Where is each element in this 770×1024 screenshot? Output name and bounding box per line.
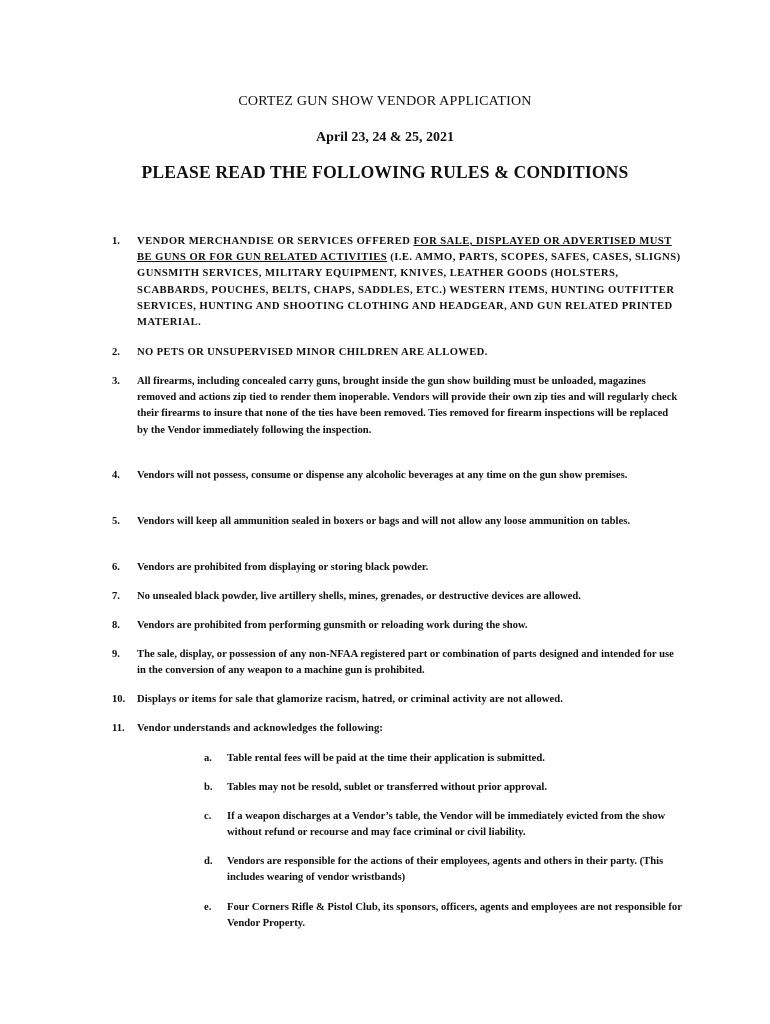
rule-text: Displays or items for sale that glamorize racism, hatred, or criminal activity are not allowed. — [137, 694, 564, 705]
event-dates: April 23, 24 & 25, 2021 — [315, 130, 455, 145]
rule-number: 6. — [112, 562, 120, 573]
rule-item — [112, 234, 682, 331]
application-title: CORTEZ GUN SHOW VENDOR APPLICATION — [238, 94, 532, 109]
subrule-item — [204, 809, 684, 841]
rule-text: No unsealed black powder, live artillery shells, mines, grenades, or destructive devices are allowed. — [137, 591, 581, 602]
subrule-letter: a. — [204, 753, 212, 764]
subrule-item — [204, 900, 684, 932]
rule-item — [112, 560, 682, 576]
rule-number: 9. — [112, 649, 120, 660]
subrule-item — [204, 751, 684, 767]
rule-text — [137, 234, 682, 331]
rule-text: All firearms, including concealed carry guns, brought inside the gun show building must be unloaded, magazines removed and actions zip tied to render them inoperable. Vendors will provide their own zip ties and will regularly check their firearms to insure that none of the ties have been removed. Ties removed for firearm inspections will be replaced by the Vendor immediately following the inspection. — [137, 376, 678, 436]
rule-text: Vendors are prohibited from displaying or storing black powder. — [137, 562, 429, 573]
rule-item — [112, 514, 682, 530]
subrule-item — [204, 780, 684, 796]
rule-text-underlined: FOR SALE, DISPLAYED OR ADVERTISED MUST BE GUNS OR FOR GUN RELATED ACTIVITIES — [137, 236, 672, 264]
subrule-text: Table rental fees will be paid at the time their application is submitted. — [227, 753, 545, 764]
subrule-item — [204, 854, 684, 886]
rule-text: Vendor understands and acknowledges the following: — [137, 723, 384, 734]
rule-item — [112, 345, 682, 361]
rule-item — [112, 721, 682, 737]
rule-number: 4. — [112, 470, 120, 481]
rule-text: Vendors are prohibited from performing gunsmith or reloading work during the show. — [137, 620, 528, 631]
rule-item — [112, 692, 682, 708]
subrule-letter: c. — [204, 811, 212, 822]
rule-item — [112, 589, 682, 605]
rule-number: 2. — [112, 347, 120, 358]
rule-text: Vendors will keep all ammunition sealed in boxers or bags and will not allow any loose ammunition on tables. — [137, 516, 630, 527]
subrule-text: Vendors are responsible for the actions of their employees, agents and others in their party. (This includes wearing of vendor wristbands) — [227, 856, 664, 884]
rule-text-post: (I.E. AMMO, PARTS, SCOPES, SAFES, CASES, SLIGNS) GUNSMITH SERVICES, MILITARY EQUIPMENT, KNIVES, LEATHER GOODS (HOLSTERS, SCABBARDS, POUCHES, BELTS, CHAPS, SADDLES, ETC.) WESTERN ITEMS, HUNTING OUTFITTER SERVICES, HUNTING AND SHOOTING CLOTHING AND HEADGEAR, AND GUN RELATED PRINTED MATERIAL. — [137, 252, 681, 329]
rule-number: 3. — [112, 376, 120, 387]
rule-text: NO PETS OR UNSUPERVISED MINOR CHILDREN ARE ALLOWED. — [137, 347, 488, 358]
rule-number: 7. — [112, 591, 120, 602]
rule-item — [112, 647, 682, 679]
rule-number: 1. — [112, 236, 120, 247]
subrule-letter: b. — [204, 782, 213, 793]
rule-item — [112, 374, 682, 439]
subrule-text: If a weapon discharges at a Vendor’s table, the Vendor will be immediately evicted from the show without refund or recourse and may face criminal or civil liability. — [227, 811, 666, 839]
subrule-letter: d. — [204, 856, 213, 867]
subrule-text: Four Corners Rifle & Pistol Club, its sponsors, officers, agents and employees are not responsible for Vendor Property. — [227, 902, 682, 930]
rule-item — [112, 618, 682, 634]
subrule-letter: e. — [204, 902, 212, 913]
subrule-text: Tables may not be resold, sublet or transferred without prior approval. — [227, 782, 547, 793]
rule-number: 10. — [112, 694, 126, 705]
rule-text-pre: VENDOR MERCHANDISE OR SERVICES OFFERED — [137, 236, 414, 247]
rule-number: 11. — [112, 723, 125, 734]
rule-item — [112, 468, 682, 484]
rule-text: Vendors will not possess, consume or dispense any alcoholic beverages at any time on the gun show premises. — [137, 470, 628, 481]
rule-number: 8. — [112, 620, 120, 631]
rule-number: 5. — [112, 516, 120, 527]
rules-heading: PLEASE READ THE FOLLOWING RULES & CONDITIONS — [141, 162, 629, 182]
rule-text: The sale, display, or possession of any non-NFAA registered part or combination of parts designed and intended for use in the conversion of any weapon to a machine gun is prohibited. — [137, 649, 674, 677]
